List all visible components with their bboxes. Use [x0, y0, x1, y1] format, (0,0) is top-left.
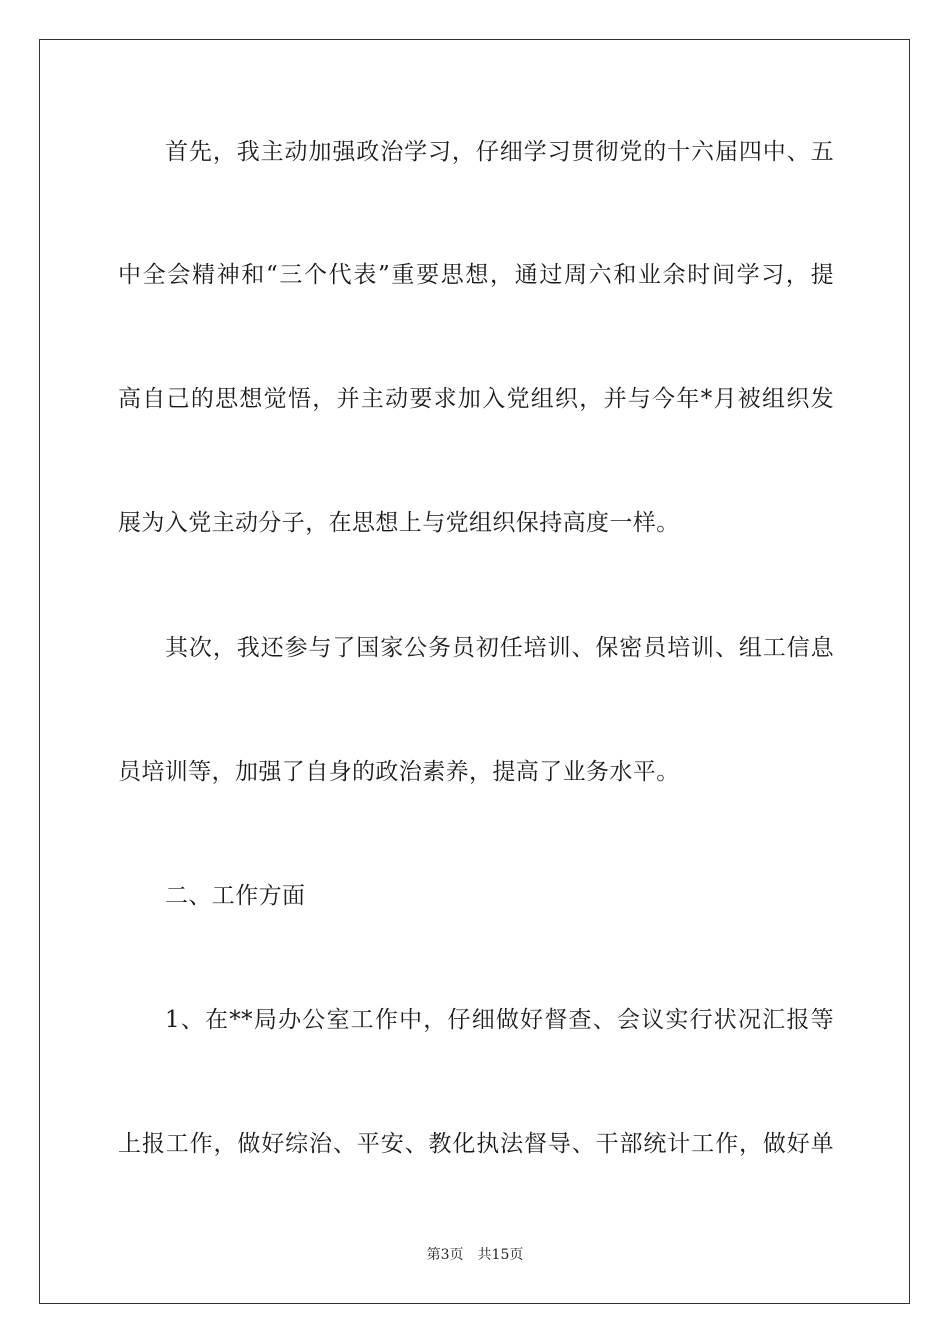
section-heading: 二、工作方面: [165, 883, 306, 909]
paragraph-line-4: 展为入党主动分子，在思想上与党组织保持高度一样。: [118, 510, 680, 536]
paragraph-line-9: 上报工作，做好综治、平安、教化执法督导、干部统计工作，做好单: [118, 1131, 834, 1157]
paragraph-line-8: 1、在**局办公室工作中，仔细做好督查、会议实行状况汇报等: [165, 1007, 834, 1033]
paragraph-line-1: 首先，我主动加强政治学习，仔细学习贯彻党的十六届四中、五: [165, 139, 834, 165]
page-footer: [0, 1246, 950, 1264]
page-border: [39, 39, 910, 1304]
page-total: 共15页: [477, 1247, 524, 1263]
paragraph-line-3: 高自己的思想觉悟，并主动要求加入党组织，并与今年*月被组织发: [118, 386, 834, 412]
paragraph-line-2: 中全会精神和“三个代表”重要思想，通过周六和业余时间学习，提: [118, 262, 834, 288]
page-number: 第3页: [426, 1247, 464, 1263]
paragraph-line-6: 员培训等，加强了自身的政治素养，提高了业务水平。: [118, 759, 680, 785]
paragraph-line-5: 其次，我还参与了国家公务员初任培训、保密员培训、组工信息: [165, 635, 834, 661]
